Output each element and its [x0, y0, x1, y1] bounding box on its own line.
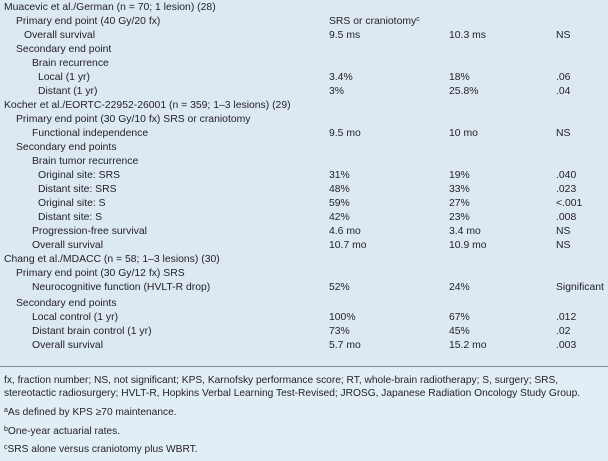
- row-label: Primary end point (40 Gy/20 fx): [16, 16, 161, 27]
- table-row: [0, 141, 608, 155]
- value-cell: 15.2 mo: [449, 340, 487, 351]
- value-cell: 9.5 mo: [329, 128, 361, 139]
- value-cell: 45%: [449, 326, 470, 337]
- table-row: [0, 253, 608, 267]
- table-row: [0, 155, 608, 169]
- p-value-cell: NS: [556, 128, 571, 139]
- p-value-cell: .04: [556, 86, 571, 97]
- table-row: [0, 71, 608, 85]
- value-cell: 33%: [449, 184, 470, 195]
- value-cell: 31%: [329, 170, 350, 181]
- table-row: [0, 211, 608, 225]
- table-row: [0, 281, 608, 295]
- footnote-marker: b: [4, 425, 8, 433]
- footnote-a: $^a$As defined by KPS ≥70 maintenance.: [4, 407, 177, 419]
- p-value-cell: Significant: [556, 282, 604, 293]
- row-label: Neurocognitive function (HVLT-R drop): [32, 282, 211, 293]
- value-cell: 25.8%: [449, 86, 479, 97]
- p-value-cell: NS: [556, 30, 571, 41]
- p-value-cell: .003: [556, 340, 577, 351]
- row-label: Original site: S: [38, 198, 106, 209]
- row-label: Distant (1 yr): [38, 86, 98, 97]
- row-label: Overall survival: [32, 240, 104, 251]
- table-row: [0, 43, 608, 57]
- row-label: Local control (1 yr): [32, 312, 119, 323]
- footnote-marker: c: [416, 16, 420, 23]
- table-row: [0, 225, 608, 239]
- table-row: [0, 311, 608, 325]
- value-cell: 59%: [329, 198, 350, 209]
- table-row: [0, 339, 608, 353]
- value-cell: 5.7 mo: [329, 340, 361, 351]
- row-label: Progression-free survival: [32, 226, 147, 237]
- row-label: Functional independence: [32, 128, 149, 139]
- value-cell: 3.4%: [329, 72, 353, 83]
- footnote-marker: c: [4, 443, 8, 451]
- table-row: [0, 1, 608, 15]
- value-cell: 10 mo: [449, 128, 478, 139]
- row-label: Secondary end points: [16, 142, 117, 153]
- value-cell: 3%: [329, 86, 345, 97]
- row-label: Overall survival: [24, 30, 96, 41]
- table-row: [0, 99, 608, 113]
- footnote-marker: a: [4, 407, 8, 415]
- value-cell: 23%: [449, 212, 470, 223]
- study-header: Chang et al./MDACC (n = 58; 1–3 lesions) (30): [4, 254, 220, 265]
- value-cell: 18%: [449, 72, 470, 83]
- table-divider: [0, 366, 608, 367]
- footnote-b: $^b$One-year actuarial rates.: [4, 425, 121, 437]
- value-cell: 3.4 mo: [449, 226, 481, 237]
- table-row: [0, 183, 608, 197]
- value-cell: 48%: [329, 184, 350, 195]
- table-row: [0, 197, 608, 211]
- row-label: Brain recurrence: [32, 58, 109, 69]
- value-cell: 27%: [449, 198, 470, 209]
- row-label: Secondary end point: [16, 44, 112, 55]
- table-row: [0, 57, 608, 71]
- value-cell: 24%: [449, 282, 470, 293]
- table-row: [0, 85, 608, 99]
- value-cell: 4.6 mo: [329, 226, 361, 237]
- value-cell: 10.9 mo: [449, 240, 487, 251]
- value-cell: 10.3 ms: [449, 30, 486, 41]
- row-label: Original site: SRS: [38, 170, 120, 181]
- footnote-c: $^c$SRS alone versus craniotomy plus WBRT.: [4, 443, 198, 455]
- value-cell: 42%: [329, 212, 350, 223]
- table-row: [0, 29, 608, 43]
- table-row: [0, 113, 608, 127]
- p-value-cell: .012: [556, 312, 577, 323]
- table-row: [0, 15, 608, 29]
- p-value-cell: .008: [556, 212, 577, 223]
- study-header: Muacevic et al./German (n = 70; 1 lesion) (28): [4, 2, 216, 13]
- row-label: Local (1 yr): [38, 72, 90, 83]
- treatment-cell: SRS or craniotomy$^c$: [329, 16, 420, 27]
- table-row: [0, 267, 608, 281]
- value-cell: 67%: [449, 312, 470, 323]
- value-cell: 73%: [329, 326, 350, 337]
- row-label: Distant brain control (1 yr): [32, 326, 152, 337]
- value-cell: 100%: [329, 312, 356, 323]
- row-label: Overall survival: [32, 340, 104, 351]
- table-row: [0, 169, 608, 183]
- row-label: Distant site: SRS: [38, 184, 117, 195]
- table-row: [0, 325, 608, 339]
- row-label: Primary end point (30 Gy/12 fx) SRS: [16, 268, 185, 279]
- p-value-cell: .06: [556, 72, 571, 83]
- value-cell: 19%: [449, 170, 470, 181]
- p-value-cell: .040: [556, 170, 577, 181]
- row-label: Brain tumor recurrence: [32, 156, 139, 167]
- value-cell: 10.7 mo: [329, 240, 367, 251]
- table-footnotes: [4, 374, 604, 461]
- p-value-cell: .023: [556, 184, 577, 195]
- p-value-cell: .02: [556, 326, 571, 337]
- value-cell: 9.5 ms: [329, 30, 361, 41]
- p-value-cell: <.001: [556, 198, 583, 209]
- row-label: Distant site: S: [38, 212, 103, 223]
- p-value-cell: NS: [556, 226, 571, 237]
- p-value-cell: NS: [556, 240, 571, 251]
- study-header: Kocher et al./EORTC-22952-26001 (n = 359; 1–3 lesions) (29): [4, 100, 291, 111]
- table-row: [0, 297, 608, 311]
- table-row: [0, 239, 608, 253]
- row-label: Secondary end points: [16, 298, 117, 309]
- abbreviations-note: fx, fraction number; NS, not significant; KPS, Karnofsky performance score; RT, whole-brain radiotherapy; S, surgery; SRS, stereotactic radiosurgery; HVLT-R, Hopkins Verbal Learning Test-Revised; JROSG, Japanese Radiation Oncology Study Group.: [4, 375, 581, 400]
- value-cell: 52%: [329, 282, 350, 293]
- table-row: [0, 127, 608, 141]
- row-label: Primary end point (30 Gy/10 fx) SRS or craniotomy: [16, 114, 251, 125]
